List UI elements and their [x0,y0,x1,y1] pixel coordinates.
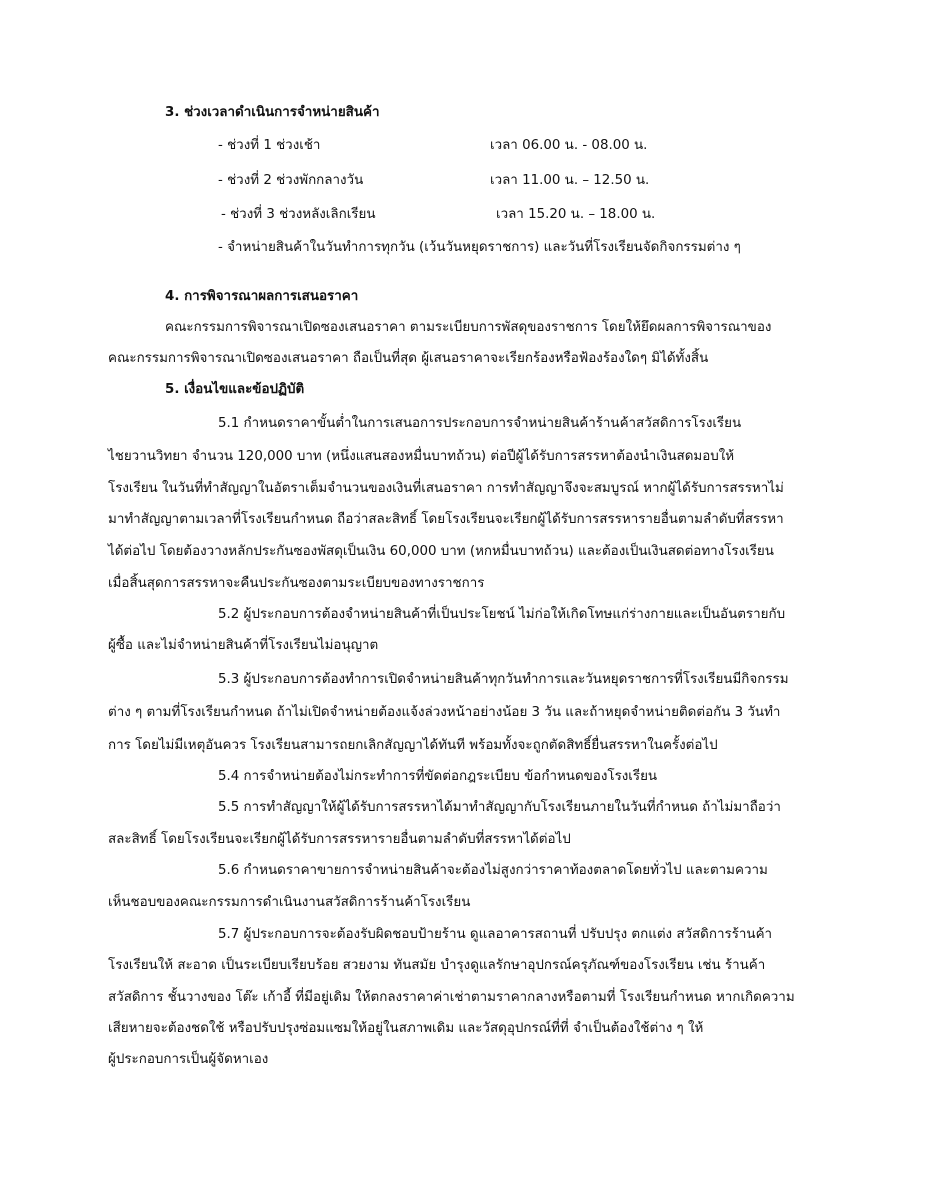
section-4-heading: 4. การพิจารณาผลการเสนอราคา [165,289,359,304]
clause-5-1-line: โรงเรียน ในวันที่ทำสัญญาในอัตราเต็มจำนวนของเงินที่เสนอราคา การทำสัญญาจึงจะสมบูรณ์ หากผู้ได้รับการสรรหาไม่ [108,481,784,496]
clause-5-2-line: ผู้ซื้อ และไม่จำหน่ายสินค้าที่โรงเรียนไม่อนุญาต [108,638,379,653]
clause-5-1-line: เมื่อสิ้นสุดการสรรหาจะคืนประกันซองตามระเบียบของทางราชการ [108,576,485,591]
section-3-note: - จำหน่ายสินค้าในวันทำการทุกวัน (เว้นวันหยุดราชการ) และวันที่โรงเรียนจัดกิจกรรมต่าง ๆ [218,240,741,255]
clause-5-4-line: 5.4 การจำหน่ายต้องไม่กระทำการที่ขัดต่อกฎระเบียบ ข้อกำหนดของโรงเรียน [218,769,658,784]
section-3-heading: 3. ช่วงเวลาดำเนินการจำหน่ายสินค้า [165,105,380,120]
period-2-time: เวลา 11.00 น. – 12.50 น. [490,173,650,188]
clause-5-1-line: 5.1 กำหนดราคาขั้นต่ำในการเสนอการประกอบการจำหน่ายสินค้าร้านค้าสวัสดิการโรงเรียน [218,416,742,431]
period-1-label: - ช่วงที่ 1 ช่วงเช้า [218,138,321,153]
clause-5-5-line: 5.5 การทำสัญญาให้ผู้ได้รับการสรรหาได้มาทำสัญญากับโรงเรียนภายในวันที่กำหนด ถ้าไม่มาถือว่า [218,800,781,815]
clause-5-7-line: เสียหายจะต้องชดใช้ หรือปรับปรุงซ่อมแซมให้อยู่ในสภาพเดิม และวัสดุอุปกรณ์ที่ที่ จำเป็นต้องใช้ต่าง ๆ ให้ [108,1021,704,1036]
clause-5-1-line: ไชยวานวิทยา จำนวน 120,000 บาท (หนึ่งแสนสองหมื่นบาทถ้วน) ต่อปีผู้ได้รับการสรรหาต้องนำเงินสดมอบให้ [108,449,735,464]
clause-5-1-line: ได้ต่อไป โดยต้องวางหลักประกันซองพัสดุเป็นเงิน 60,000 บาท (หกหมื่นบาทถ้วน) และต้องเป็นเงินสดต่อทางโรงเรียน [108,544,774,559]
period-1-time: เวลา 06.00 น. - 08.00 น. [490,138,648,153]
clause-5-7-line: สวัสดิการ ชั้นวางของ โต๊ะ เก้าอี้ ที่มีอยู่เดิม ให้ตกลงราคาค่าเช่าตามราคากลางหรือตามที่ โรงเรียนกำหนด หากเกิดความ [108,990,795,1005]
clause-5-7-line: ผู้ประกอบการเป็นผู้จัดหาเอง [108,1052,269,1067]
clause-5-7-line: 5.7 ผู้ประกอบการจะต้องรับผิดชอบป้ายร้าน ดูแลอาคารสถานที่ ปรับปรุง ตกแต่ง สวัสดิการร้านค้า [218,927,773,942]
clause-5-7-line: โรงเรียนให้ สะอาด เป็นระเบียบเรียบร้อย สวยงาม ทันสมัย บำรุงดูแลรักษาอุปกรณ์ครุภัณฑ์ของโรงเรียน เช่น ร้านค้า [108,958,766,973]
clause-5-2-line: 5.2 ผู้ประกอบการต้องจำหน่ายสินค้าที่เป็นประโยชน์ ไม่ก่อให้เกิดโทษแก่ร่างกายและเป็นอันตรายกับ [218,607,786,622]
section-4-line: คณะกรรมการพิจารณาเปิดซองเสนอราคา ตามระเบียบการพัสดุของราชการ โดยให้ยึดผลการพิจารณาของ [165,320,772,335]
clause-5-3-line: 5.3 ผู้ประกอบการต้องทำการเปิดจำหน่ายสินค้าทุกวันทำการและวันหยุดราชการที่โรงเรียนมีกิจกรรม [218,672,789,687]
clause-5-6-line: เห็นชอบของคณะกรรมการดำเนินงานสวัสดิการร้านค้าโรงเรียน [108,895,471,910]
clause-5-5-line: สละสิทธิ์ โดยโรงเรียนจะเรียกผู้ได้รับการสรรหารายอื่นตามลำดับที่สรรหาได้ต่อไป [108,832,571,847]
section-5-heading: 5. เงื่อนไขและข้อปฏิบัติ [165,382,305,397]
period-2-label: - ช่วงที่ 2 ช่วงพักกลางวัน [218,173,364,188]
period-3-label: - ช่วงที่ 3 ช่วงหลังเลิกเรียน [221,207,376,222]
section-4-line: คณะกรรมการพิจารณาเปิดซองเสนอราคา ถือเป็นที่สุด ผู้เสนอราคาจะเรียกร้องหรือฟ้องร้องใดๆ มิได้ทั้งสิ้น [108,351,709,366]
clause-5-6-line: 5.6 กำหนดราคาขายการจำหน่ายสินค้าจะต้องไม่สูงกว่าราคาท้องตลาดโดยทั่วไป และตามความ [218,863,768,878]
clause-5-3-line: การ โดยไม่มีเหตุอันควร โรงเรียนสามารถยกเลิกสัญญาได้ทันที พร้อมทั้งจะถูกตัดสิทธิ์ยื่นสรรหาในครั้งต่อไป [108,738,718,753]
clause-5-1-line: มาทำสัญญาตามเวลาที่โรงเรียนกำหนด ถือว่าสละสิทธิ์ โดยโรงเรียนจะเรียกผู้ได้รับการสรรหารายอื่นตามลำดับที่สรรหา [108,512,784,527]
clause-5-3-line: ต่าง ๆ ตามที่โรงเรียนกำหนด ถ้าไม่เปิดจำหน่ายต้องแจ้งล่วงหน้าอย่างน้อย 3 วัน และถ้าหยุดจำหน่ายติดต่อกัน 3 วันทำ [108,705,781,720]
period-3-time: เวลา 15.20 น. – 18.00 น. [496,207,656,222]
